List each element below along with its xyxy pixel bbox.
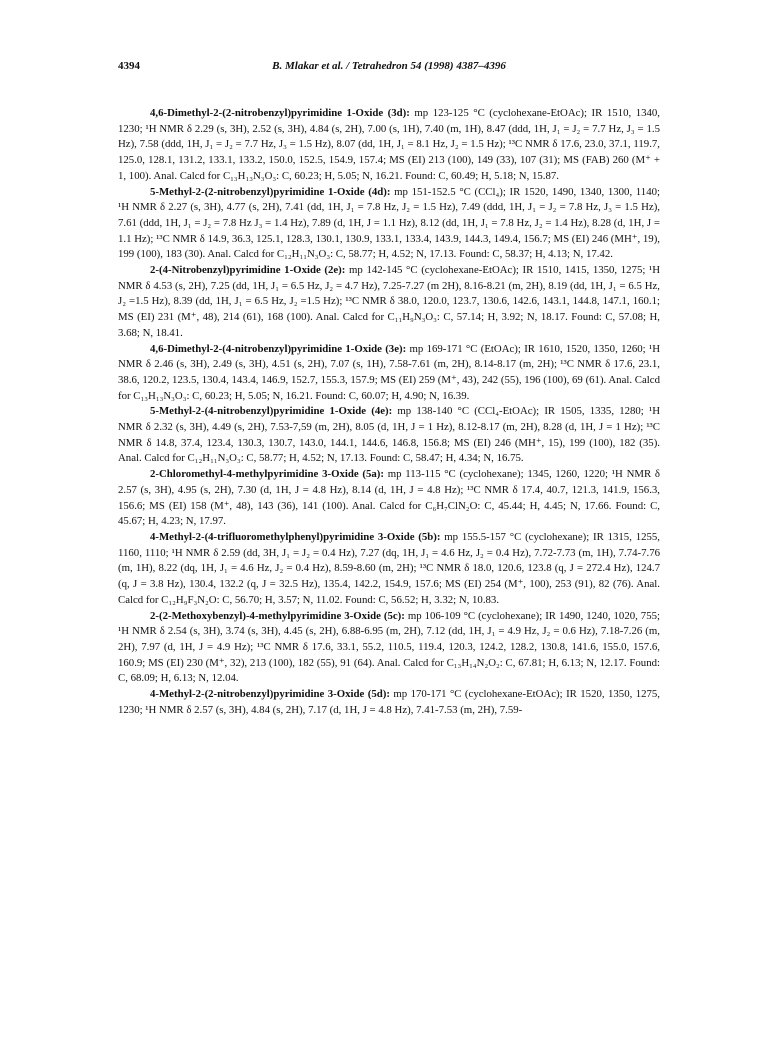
page-number: 4394 [118,60,140,72]
compound-name: 4-Methyl-2-(2-nitrobenzyl)pyrimidine 3-Oxide (5d): [150,688,390,701]
compound-data: mp 142-145 °C (cyclohexane-EtOAc); IR 1510, 1415, 1350, 1275; ¹H NMR δ 4.53 (s, 2H), 7.25 (dd, 1H, J₁ = 6.5 Hz, J₂ = 4.7 Hz), 7.25-7.27 (m 2H), 8.16-8.21 (m, 2H), 8.19 (dd, 1H, J₁ = 6.5 Hz, J₂ =1.5 Hz), 8.39 (dd, 1H, J₁ = 6.5 Hz, J₂ =1.5 Hz); ¹³C NMR δ 38.0, 120.0, 123.7, 130.6, 142.6, 143.1, 144.8, 147.1, 160.1; MS (EI) 231 (M⁺, 48), 214 (61), 168 (100). Anal. Calcd for C₁₁H₉N₃O₃: C, 57.14; H, 3.92; N, 18.17. Found: C, 57.08; H, 3.68; N, 18.41. [118,264,661,339]
compound-entry-4e [118,404,660,467]
compound-name: 2-(2-Methoxybenzyl)-4-methylpyrimidine 3-Oxide (5c): [150,609,405,622]
main-text [118,106,660,718]
compound-name: 4,6-Dimethyl-2-(4-nitrobenzyl)pyrimidine 1-Oxide (3e): [150,342,407,355]
compound-entry-5b [118,530,660,609]
compound-entry-4d [118,185,660,264]
compound-name: 5-Methyl-2-(2-nitrobenzyl)pyrimidine 1-Oxide (4d): [150,185,391,198]
compound-name: 4,6-Dimethyl-2-(2-nitrobenzyl)pyrimidine 1-Oxide (3d): [150,107,410,119]
compound-entry-3d [118,106,660,185]
compound-entry-5d [118,687,660,718]
running-head: B. Mlakar et al. / Tetrahedron 54 (1998) 4387–4396 [272,60,506,72]
compound-data: mp 138-140 °C (CCl₄-EtOAc); IR 1505, 1335, 1280; ¹H NMR δ 2.32 (s, 3H), 4.49 (s, 2H), 7.53-7,59 (m, 2H), 8.05 (d, 1H, J = 1 Hz), 8.12-8.17 (m, 2H), 8.28 (d, 1H, J = 1 Hz); ¹³C NMR δ 14.8, 37.4, 123.4, 130.3, 130.7, 143.0, 144.1, 144.6, 146.8, 156.8; MS (EI) 246 (MH⁺, 15), 199 (100), 182 (35). Anal. Calcd for C₁₂H₁₁N₃O₃: C, 58.77; H, 4.52; N, 17.13. Found: C, 58.47; H, 4.34; N, 16.75. [118,405,660,465]
compound-data: mp 106-109 °C (cyclohexane); IR 1490, 1240, 1020, 755; ¹H NMR δ 2.54 (s, 3H), 3.74 (s, 3H), 4.45 (s, 2H), 6.88-6.95 (m, 2H), 7.12 (dd, 1H, J₁ = 4.9 Hz, J₂ = 0.6 Hz), 7.18-7.26 (m, 2H), 7.97 (d, 1H, J = 4.9 Hz); ¹³C NMR δ 17.6, 33.1, 55.2, 110.5, 119.4, 120.3, 124.2, 128.2, 130.8, 141.6, 155.0, 157.6, 160.9; MS (EI) 230 (M⁺, 32), 213 (100), 182 (55), 91 (64). Anal. Calcd for C₁₃H₁₄N₂O₂: C, 67.81; H, 6.13; N, 12.17. Found: C, 68.09; H, 6.13; N, 12.04. [118,609,660,685]
compound-entry-2e [118,263,660,342]
compound-data: mp 123-125 °C (cyclohexane-EtOAc); IR 1510, 1340, 1230; ¹H NMR δ 2.29 (s, 3H), 2.52 (s, 3H), 4.84 (s, 2H), 7.00 (s, 1H), 7.40 (m, 1H), 8.47 (ddd, 1H, J₁ = J₂ = 7.7 Hz, J₃ = 1.5 Hz), 7.58 (ddd, 1H, J₁ = J₂ = 7.7 Hz, J₃ = 1.5 Hz), 8.07 (dd, 1H, J₁ = 8.1 Hz, J₂ = 1.5 Hz); ¹³C NMR δ 17.6, 23.0, 37.1, 119.7, 125.0, 128.1, 131.2, 133.1, 133.2, 150.0, 152.5, 154.9, 157.4; MS (EI) 213 (100), 149 (33), 107 (31); MS (FAB) 260 (M⁺ + 1, 100). Anal. Calcd for C₁₃H₁₃N₃O₃: C, 60.23; H, 5.05; N, 16.21. Found: C, 60.49; H, 5.18; N, 15.87. [118,107,660,182]
compound-data: mp 151-152.5 °C (CCl₄); IR 1520, 1490, 1340, 1300, 1140; ¹H NMR δ 2.27 (s, 3H), 4.77 (s, 2H), 7.41 (dd, 1H, J₁ = 7.8 Hz, J₂ = 1.5 Hz), 7.49 (ddd, 1H, J₁ = J₂ = 7.8 Hz, J₃ = 1.5 Hz), 7.61 (ddd, 1H, J₁ = J₂ = 7.8 Hz J₃ = 1.4 Hz), 7.89 (d, 1H, J = 1.1 Hz), 8.12 (dd, 1H, J₁ = 7.8 Hz, J₂ = 1.4 Hz), 8.28 (d, 1H, J = 1.1 Hz); ¹³C NMR δ 14.9, 36.3, 125.1, 128.3, 130.1, 130.9, 133.1, 133.4, 143.9, 144.3, 149.4, 156.7; MS (EI) 246 (MH⁺, 19), 199 (100), 183 (30). Anal. Calcd for C₁₂H₁₁N₃O₃: C, 58.77; H, 4.52; N, 17.13. Found: C, 58.37; H, 4.13; N, 17.42. [118,185,660,261]
compound-name: 2-(4-Nitrobenzyl)pyrimidine 1-Oxide (2e): [150,264,346,277]
compound-name: 2-Chloromethyl-4-methylpyrimidine 3-Oxide (5a): [150,468,384,481]
compound-data: mp 169-171 °C (EtOAc); IR 1610, 1520, 1350, 1260; ¹H NMR δ 2.46 (s, 3H), 2.49 (s, 3H), 4.51 (s, 2H), 7.07 (s, 1H), 7.58-7.61 (m, 2H), 8.14-8.17 (m, 2H); ¹³C NMR δ 17.6, 23.1, 38.6, 120.2, 123.5, 130.4, 143.4, 146.9, 152.7, 155.3, 157.9; MS (EI) 259 (M⁺, 43), 242 (55), 196 (100), 69 (61). Anal. Calcd for C₁₃H₁₃N₃O₃: C, 60.23; H, 5.05; N, 16.21. Found: C, 60.07; H, 4.90; N, 16.39. [118,342,660,402]
compound-entry-5a [118,467,660,530]
compound-entry-3e [118,342,660,405]
compound-name: 5-Methyl-2-(4-nitrobenzyl)pyrimidine 1-Oxide (4e): [150,405,393,418]
compound-data: mp 155.5-157 °C (cyclohexane); IR 1315, 1255, 1160, 1110; ¹H NMR δ 2.59 (dd, 3H, J₁ = J₂ = 0.4 Hz), 7.27 (dq, 1H, J₁ = 4.6 Hz, J₂ = 0.4 Hz), 7.72-7.73 (m, 1H), 7.74-7.76 (m, 1H), 8.22 (dq, 1H, J₁ = 4.6 Hz, J₂ = 0.4 Hz), 8.59-8.60 (m, 2H); ¹³C NMR δ 18.0, 120.6, 123.8 (q, J = 272.4 Hz), 124.7 (q, J = 3.8 Hz), 130.4, 132.2 (q, J = 32.5 Hz), 135.4, 142.2, 154.9, 157.6; MS (EI) 254 (M⁺, 100), 253 (91), 82 (76). Anal. Calcd for C₁₂H₉F₃N₂O: C, 56.70; H, 3.57; N, 11.02. Found: C, 56.52; H, 3.32; N, 10.83. [118,530,660,606]
page-header [118,60,660,74]
compound-data: mp 170-171 °C (cyclohexane-EtOAc); IR 1520, 1350, 1275, 1230; ¹H NMR δ 2.57 (s, 3H), 4.84 (s, 2H), 7.17 (d, 1H, J = 4.8 Hz), 7.41-7.53 (m, 2H), 7.59- [118,688,660,716]
compound-entry-5c [118,609,660,688]
compound-name: 4-Methyl-2-(4-trifluoromethylphenyl)pyrimidine 3-Oxide (5b): [150,530,441,543]
compound-data: mp 113-115 °C (cyclohexane); 1345, 1260, 1220; ¹H NMR δ 2.57 (s, 3H), 4.95 (s, 2H), 7.30 (d, 1H, J = 4.8 Hz), 8.14 (d, 1H, J = 4.8 Hz); ¹³C NMR δ 17.4, 40.7, 121.3, 141.9, 156.3, 156.6; MS (EI) 158 (M⁺, 48), 143 (36), 141 (100). Anal. Calcd for C₆H₇ClN₂O: C, 45.44; H, 4.45; N, 17.66. Found: C, 45.67; H, 4.23; N, 17.97. [118,468,660,528]
